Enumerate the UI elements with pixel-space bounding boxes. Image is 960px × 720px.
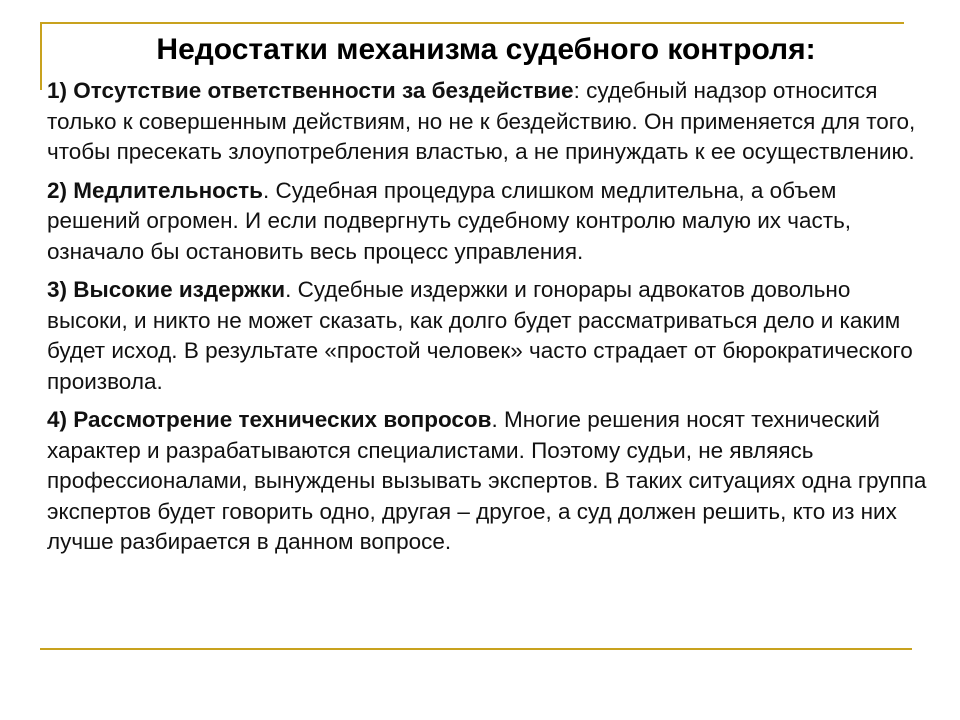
point-3-heading: 3) Высокие издержки (47, 277, 286, 302)
point-2-text: . Судебная процедура слишком медлительна, а объем решений огромен. И если подвергнуть судебному контролю малую их часть, означало бы остановить весь процесс управления. (47, 177, 852, 264)
slide-body (47, 76, 927, 566)
point-4-heading: 4) Рассмотрение технических вопросов (47, 407, 492, 432)
point-3 (47, 275, 927, 397)
top-accent-line (40, 22, 904, 24)
point-4-text: . Многие решения носят технический характер и разрабатываются специалистами. Поэтому судьи, не являясь профессионалами, вынуждены вызывать экспертов. В таких ситуациях одна группа экспертов будет говорить одно, другая – другое, а суд должен решить, кто из них лучше разбирается в данном вопросе. (47, 407, 927, 554)
slide-title: Недостатки механизма судебного контроля: (156, 33, 816, 66)
bottom-accent-line (40, 648, 912, 650)
point-2-heading: 2) Медлительность (47, 177, 263, 203)
point-1-text: : судебный надзор относится только к совершенным действиям, но не к бездействию. Он применяется для того, чтобы пресекать злоупотребления властью, а не принуждать к ее осуществлению. (47, 78, 916, 164)
left-accent-line (40, 22, 42, 90)
point-1-heading: 1) Отсутствие ответственности за бездействие (47, 78, 574, 103)
point-4 (47, 405, 927, 558)
point-1 (47, 76, 927, 168)
point-2 (47, 176, 927, 268)
point-3-text: . Судебные издержки и гонорары адвокатов довольно высоки, и никто не может сказать, как долго будет рассматриваться дело и каким будет исход. В результате «простой человек» часто страдает от бюрократического произвола. (47, 277, 913, 394)
